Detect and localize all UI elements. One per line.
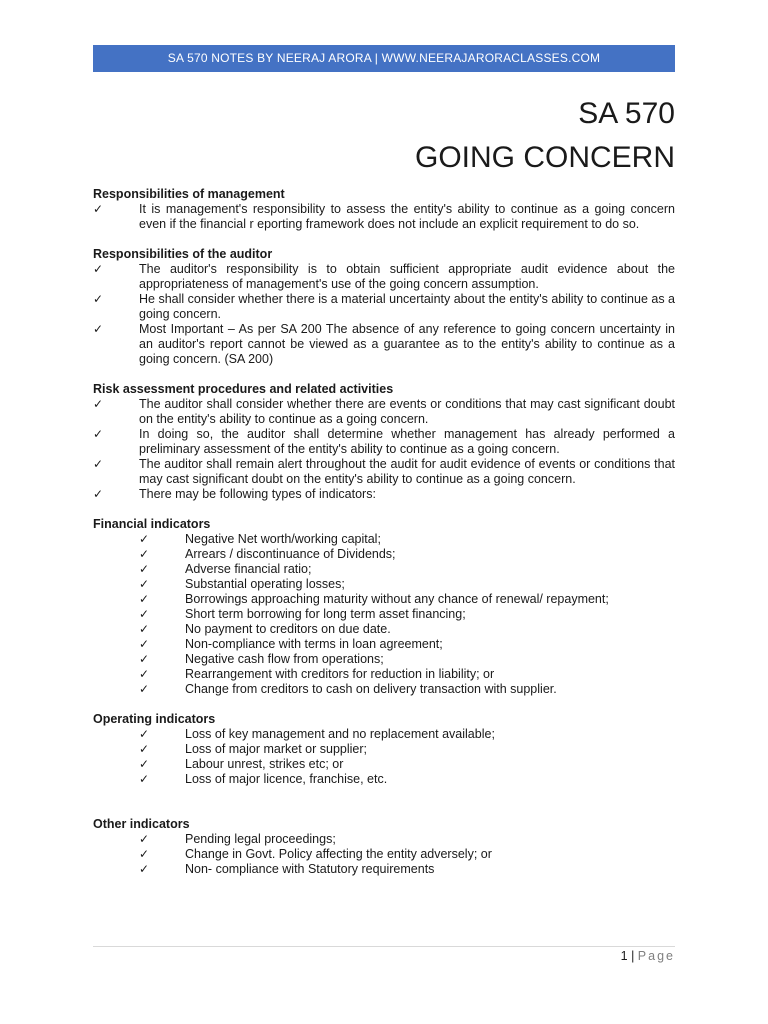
list-item	[93, 757, 675, 772]
list-item	[93, 262, 675, 292]
list-item-text: Negative cash flow from operations;	[185, 652, 384, 666]
list-item	[93, 637, 675, 652]
list-item	[93, 592, 675, 607]
section-heading-other-indicators: Other indicators	[93, 817, 190, 831]
check-icon: ✓	[93, 397, 104, 411]
list-item	[93, 532, 675, 547]
check-icon: ✓	[139, 592, 150, 606]
list-item-text: Borrowings approaching maturity without any chance of renewal/ repayment;	[185, 592, 609, 606]
footer-divider	[93, 946, 675, 947]
list-item-text: The auditor shall consider whether there are events or conditions that may cast significant doubt on the entity's ability to continue as a going concern.	[139, 397, 675, 426]
page-separator: |	[631, 949, 635, 963]
section-heading-risk-assessment: Risk assessment procedures and related activities	[93, 382, 394, 396]
list-item-text: There may be following types of indicators:	[139, 487, 376, 501]
header-text: SA 570 NOTES BY NEERAJ ARORA | WWW.NEERAJARORACLASSES.COM	[167, 51, 601, 65]
check-icon: ✓	[93, 292, 104, 306]
list-item-text: Non- compliance with Statutory requirements	[185, 862, 435, 876]
check-icon: ✓	[139, 652, 150, 666]
check-icon: ✓	[139, 832, 150, 846]
list-item	[93, 292, 675, 322]
list-item-text: Rearrangement with creditors for reduction in liability; or	[185, 667, 495, 681]
check-icon: ✓	[139, 622, 150, 636]
list-item-text: Loss of major market or supplier;	[185, 742, 368, 756]
check-icon: ✓	[139, 772, 150, 786]
check-icon: ✓	[93, 262, 104, 276]
section-heading-operating-indicators: Operating indicators	[93, 712, 216, 726]
list-item-text: Most Important – As per SA 200 The absence of any reference to going concern uncertainty in an auditor's report cannot be viewed as a guarantee as to the entity's ability to continue as a going concern. (SA 200)	[139, 322, 675, 366]
list-item	[93, 847, 675, 862]
list-item-text: Adverse financial ratio;	[185, 562, 312, 576]
list-item	[93, 667, 675, 682]
list-item	[93, 742, 675, 757]
section-heading-financial-indicators: Financial indicators	[93, 517, 211, 531]
check-icon: ✓	[139, 547, 150, 561]
list-item	[93, 457, 675, 487]
list-item	[93, 727, 675, 742]
section-heading-auditor: Responsibilities of the auditor	[93, 247, 273, 261]
check-icon: ✓	[139, 637, 150, 651]
list-item	[93, 607, 675, 622]
page-title	[415, 92, 675, 180]
list-item	[93, 652, 675, 667]
check-icon: ✓	[139, 847, 150, 861]
list-item-text: Loss of major licence, franchise, etc.	[185, 772, 388, 786]
list-item	[93, 427, 675, 457]
list-item	[93, 562, 675, 577]
list-item-text: Short term borrowing for long term asset financing;	[185, 607, 466, 621]
list-item	[93, 772, 675, 787]
check-icon: ✓	[139, 862, 150, 876]
list-item	[93, 397, 675, 427]
section-heading-management: Responsibilities of management	[93, 187, 285, 201]
list-item-text: Non-compliance with terms in loan agreement;	[185, 637, 443, 651]
list-item-text: Arrears / discontinuance of Dividends;	[185, 547, 396, 561]
list-item-text: No payment to creditors on due date.	[185, 622, 391, 636]
list-item-text: The auditor's responsibility is to obtain sufficient appropriate audit evidence about the appropriateness of management's use of the going concern assumption.	[139, 262, 675, 291]
list-item-text: Change in Govt. Policy affecting the entity adversely; or	[185, 847, 492, 861]
page-number: 1	[620, 949, 628, 963]
title-line-standard: SA 570	[578, 97, 675, 130]
list-item-text: Pending legal proceedings;	[185, 832, 336, 846]
page-footer	[621, 948, 675, 964]
check-icon: ✓	[139, 532, 150, 546]
check-icon: ✓	[139, 577, 150, 591]
check-icon: ✓	[93, 202, 104, 216]
list-item-text: In doing so, the auditor shall determine whether management has already performed a preliminary assessment of the entity's ability to continue as a going concern.	[139, 427, 675, 456]
check-icon: ✓	[139, 742, 150, 756]
list-item-text: He shall consider whether there is a material uncertainty about the entity's ability to continue as a going concern.	[139, 292, 676, 321]
list-item	[93, 487, 675, 502]
check-icon: ✓	[139, 682, 150, 696]
list-item-text: Labour unrest, strikes etc; or	[185, 757, 344, 771]
list-item-text: Change from creditors to cash on delivery transaction with supplier.	[185, 682, 557, 696]
document-header-bar	[93, 45, 675, 72]
check-icon: ✓	[93, 427, 104, 441]
list-item	[93, 682, 675, 697]
check-icon: ✓	[139, 667, 150, 681]
check-icon: ✓	[139, 727, 150, 741]
list-item-text: Negative Net worth/working capital;	[185, 532, 381, 546]
list-item	[93, 832, 675, 847]
list-item-text: It is management's responsibility to assess the entity's ability to continue as a going concern even if the financial r eporting framework does not include an explicit requirement to do so.	[139, 202, 675, 231]
list-item	[93, 622, 675, 637]
title-line-topic: GOING CONCERN	[414, 141, 675, 174]
list-item	[93, 862, 675, 877]
check-icon: ✓	[93, 457, 104, 471]
check-icon: ✓	[93, 322, 104, 336]
list-item-text: The auditor shall remain alert throughout the audit for audit evidence of events or conditions that may cast significant doubt on the entity's ability to continue as a going concern.	[139, 457, 675, 486]
check-icon: ✓	[139, 562, 150, 576]
list-item	[93, 547, 675, 562]
list-item-text: Substantial operating losses;	[185, 577, 345, 591]
list-item	[93, 202, 675, 232]
list-item-text: Loss of key management and no replacement available;	[185, 727, 495, 741]
document-body	[93, 187, 675, 877]
check-icon: ✓	[93, 487, 104, 501]
page-label: Page	[637, 949, 675, 963]
list-item	[93, 577, 675, 592]
list-item	[93, 322, 675, 367]
check-icon: ✓	[139, 757, 150, 771]
check-icon: ✓	[139, 607, 150, 621]
